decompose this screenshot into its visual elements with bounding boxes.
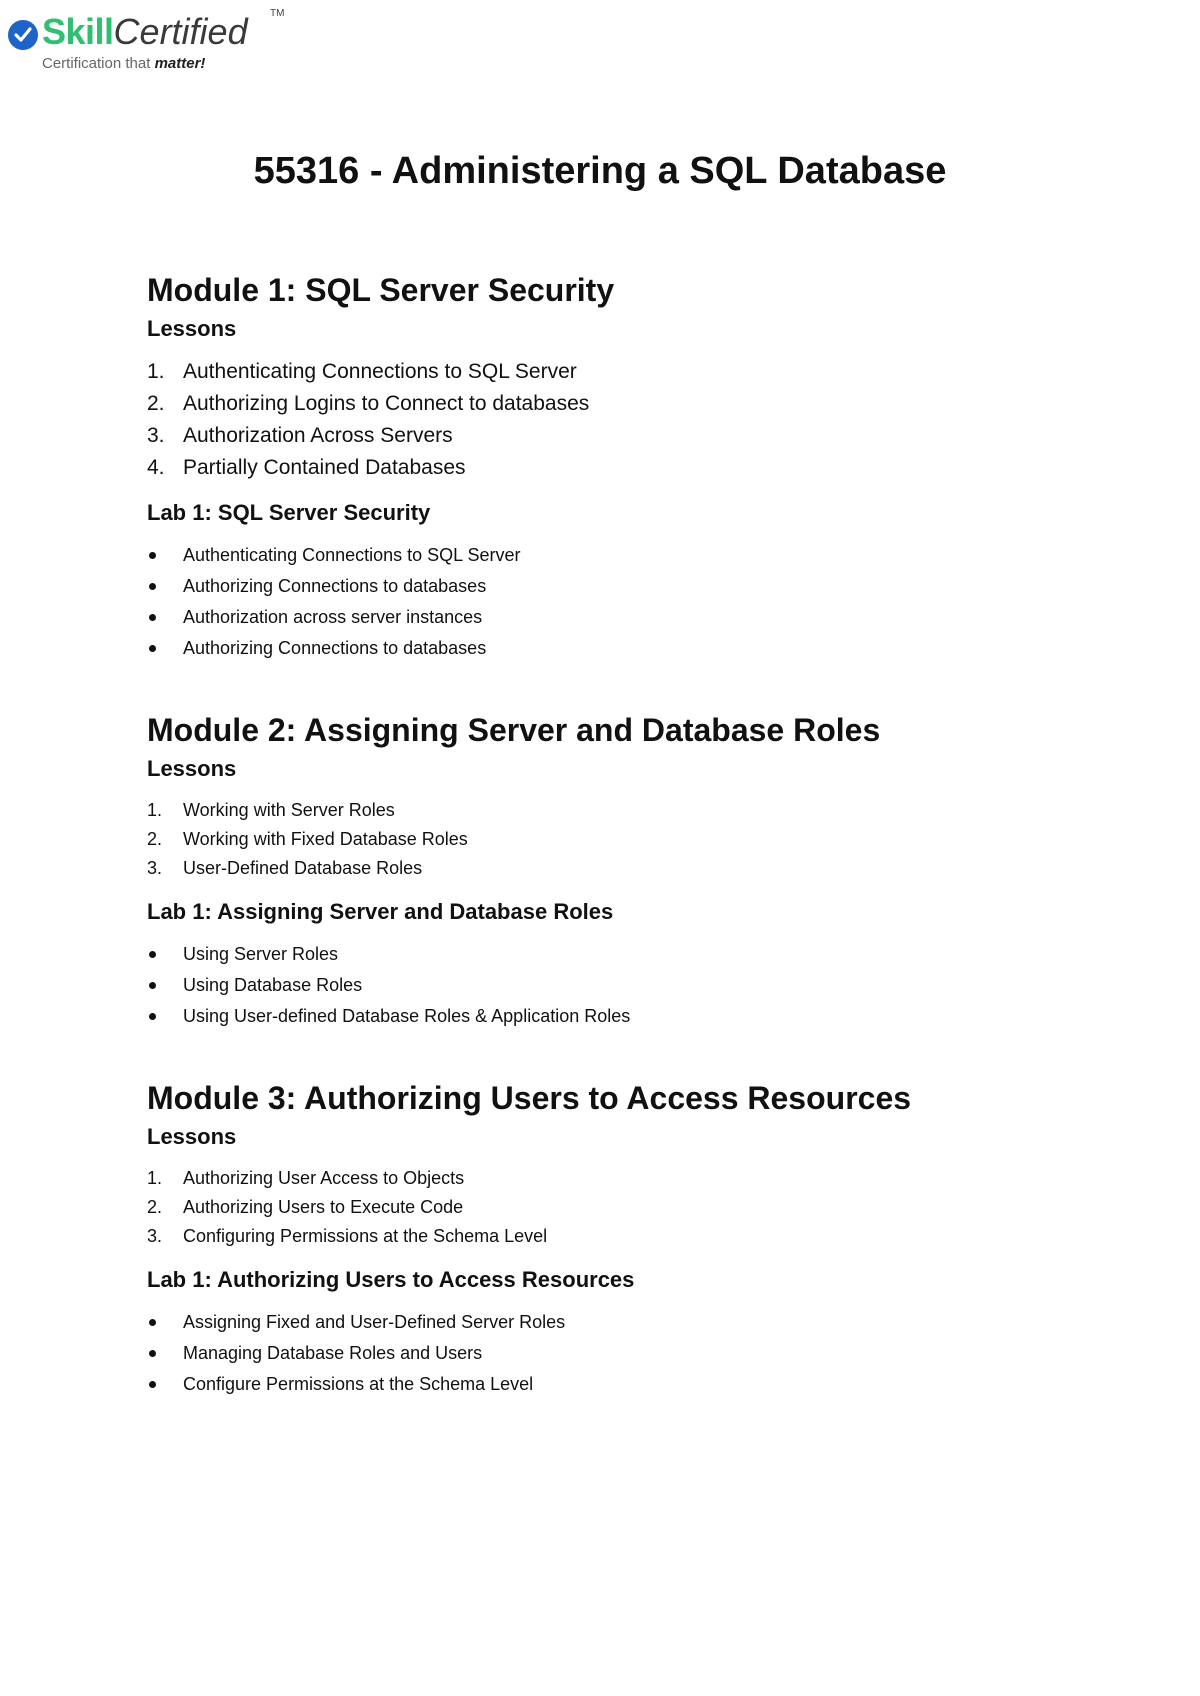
lab-title: Lab 1: SQL Server Security: [147, 500, 431, 525]
bullet-icon: [149, 1013, 156, 1020]
bullet-icon: [149, 1319, 156, 1326]
document-title: 55316 - Administering a SQL Database: [253, 150, 947, 192]
lab-list: [147, 1307, 1127, 1400]
lab-title: Lab 1: Authorizing Users to Access Resources: [147, 1267, 635, 1292]
brand-name: [42, 10, 248, 54]
trademark: TM: [270, 8, 285, 19]
brand-skill: Skill: [42, 11, 114, 52]
module-title: Module 2: Assigning Server and Database Roles: [147, 712, 881, 748]
lab-item: Authorizing Connections to databases: [147, 571, 1127, 602]
lessons-heading: Lessons: [147, 756, 237, 781]
logo: [8, 8, 298, 70]
lab-item: Authorizing Connections to databases: [147, 633, 1127, 664]
lesson-item: 2. Authorizing Users to Execute Code: [147, 1197, 464, 1217]
lesson-item: 4. Partially Contained Databases: [147, 456, 466, 479]
module-2: [147, 710, 1127, 1032]
bullet-icon: [149, 614, 156, 621]
lab-item: Configure Permissions at the Schema Level: [147, 1369, 1127, 1400]
lessons-heading: Lessons: [147, 316, 237, 341]
lesson-item: 2. Working with Fixed Database Roles: [147, 829, 468, 849]
module-title: Module 3: Authorizing Users to Access Resources: [147, 1080, 912, 1116]
lab-item: Managing Database Roles and Users: [147, 1338, 1127, 1369]
lab-item: Using Server Roles: [147, 939, 1127, 970]
lab-item: Authorization across server instances: [147, 602, 1127, 633]
tagline-text: Certification that: [42, 55, 155, 72]
check-badge-icon: [8, 20, 38, 50]
bullet-icon: [149, 1350, 156, 1357]
lesson-item: 3. Authorization Across Servers: [147, 424, 453, 447]
lessons-list: [147, 1164, 1127, 1251]
lesson-item: 1. Authenticating Connections to SQL Server: [147, 360, 577, 383]
bullet-icon: [149, 951, 156, 958]
bullet-icon: [149, 982, 156, 989]
lab-title: Lab 1: Assigning Server and Database Roles: [147, 899, 614, 924]
lab-item: Using User-defined Database Roles & Application Roles: [147, 1001, 1127, 1032]
lessons-list: [147, 356, 1127, 484]
lab-list: [147, 939, 1127, 1032]
bullet-icon: [149, 552, 156, 559]
module-title: Module 1: SQL Server Security: [147, 272, 615, 308]
module-1: [147, 270, 1127, 664]
tagline-emphasis: matter!: [154, 55, 206, 72]
lessons-heading: Lessons: [147, 1124, 237, 1149]
bullet-icon: [149, 645, 156, 652]
brand-tagline: [42, 55, 205, 72]
lesson-item: 1. Working with Server Roles: [147, 800, 395, 820]
module-3: [147, 1078, 1127, 1400]
course-outline: [147, 270, 1127, 1446]
lab-item: Assigning Fixed and User-Defined Server Roles: [147, 1307, 1127, 1338]
lesson-item: 3. Configuring Permissions at the Schema Level: [147, 1226, 548, 1246]
lesson-item: 1. Authorizing User Access to Objects: [147, 1168, 465, 1188]
lesson-item: 3. User-Defined Database Roles: [147, 858, 423, 878]
lab-item: Using Database Roles: [147, 970, 1127, 1001]
lessons-list: [147, 796, 1127, 883]
bullet-icon: [149, 583, 156, 590]
brand-certified: Certified: [113, 11, 248, 52]
lesson-item: 2. Authorizing Logins to Connect to databases: [147, 392, 590, 415]
bullet-icon: [149, 1381, 156, 1388]
lab-list: [147, 540, 1127, 664]
lab-item: Authenticating Connections to SQL Server: [147, 540, 1127, 571]
